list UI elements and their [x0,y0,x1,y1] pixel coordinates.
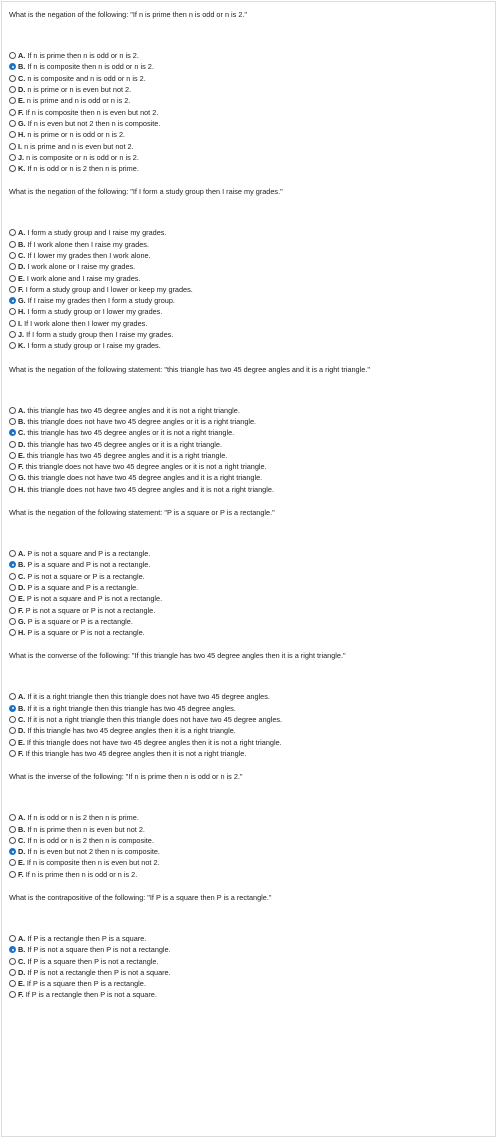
radio-button[interactable] [9,826,16,833]
radio-button[interactable] [9,154,16,161]
answer-option[interactable] [9,306,495,317]
answer-option[interactable] [9,725,495,736]
option-letter: C. [18,956,26,966]
radio-button[interactable] [9,97,16,104]
radio-button[interactable] [9,109,16,116]
answer-options [9,691,495,759]
option-letter: H. [18,484,26,494]
answer-option[interactable] [9,461,495,472]
option-letter: E. [18,450,25,460]
option-letter: G. [18,118,26,128]
radio-button[interactable] [9,286,16,293]
answer-option[interactable] [9,846,495,857]
question-text: What is the inverse of the following: "If n is prime then n is odd or n is 2." [9,772,243,782]
answer-option[interactable] [9,50,495,61]
option-text: If n is composite then n is even but not 2. [26,858,160,868]
radio-button-selected[interactable] [9,297,16,304]
question-block [9,893,495,1001]
radio-button[interactable] [9,727,16,734]
option-text: If n is odd or n is 2 then n is prime. [27,813,139,823]
option-text: If this triangle has two 45 degree angles then it is a right triangle. [27,726,236,736]
option-letter: C. [18,835,26,845]
radio-button[interactable] [9,320,16,327]
answer-option[interactable] [9,484,495,495]
option-text: If P is not a square then P is not a rectangle. [27,945,171,955]
option-text: If n is composite then n is odd or n is 2. [27,62,154,72]
option-text: P is a square and P is not a rectangle. [27,560,151,570]
answer-options [9,548,495,638]
answer-option[interactable] [9,416,495,427]
option-letter: B. [18,945,26,955]
option-letter: A. [18,933,26,943]
question-text: What is the negation of the following statement: "P is a square or P is a rectangle." [9,507,275,517]
option-text: If n is prime then n is odd or n is 2. [27,51,139,61]
answer-option[interactable] [9,933,495,944]
radio-button-selected[interactable] [9,561,16,568]
option-letter: E. [18,858,25,868]
radio-button-selected[interactable] [9,946,16,953]
radio-button[interactable] [9,871,16,878]
option-text: P is not a square and P is a rectangle. [27,549,151,559]
option-text: If it is not a right triangle then this triangle does not have two 45 degree angles. [27,715,283,725]
option-letter: I. [18,141,23,151]
answer-option[interactable] [9,748,495,759]
radio-button[interactable] [9,241,16,248]
answer-option[interactable] [9,84,495,95]
option-text: n is prime and n is odd or n is 2. [26,96,131,106]
option-letter: E. [18,979,25,989]
radio-button[interactable] [9,252,16,259]
option-text: I form a study group and I lower or keep my grades. [25,284,193,294]
radio-button[interactable] [9,584,16,591]
radio-button[interactable] [9,980,16,987]
question-block [9,772,495,880]
option-letter: E. [18,594,25,604]
option-letter: F. [18,869,24,879]
answer-option[interactable] [9,438,495,449]
option-text: If this triangle has two 45 degree angles then it is not a right triangle. [25,748,247,758]
question-text: What is the converse of the following: "If this triangle has two 45 degree angles then it is a right triangle." [9,651,346,661]
option-text: If it is a right triangle then this triangle does not have two 45 degree angles. [27,692,270,702]
question-text: What is the negation of the following statement: "this triangle has two 45 degree angles and it is a right triangle." [9,364,370,374]
option-text: this triangle has two 45 degree angles or it is not a right triangle. [27,428,235,438]
radio-button[interactable] [9,452,16,459]
answer-option[interactable] [9,261,495,272]
option-text: I form a study group or I lower my grades. [27,307,163,317]
option-letter: C. [18,251,26,260]
answer-option[interactable] [9,73,495,84]
answer-option[interactable] [9,295,495,306]
answer-option[interactable] [9,944,495,955]
option-text: P is not a square or P is not a rectangle. [25,605,156,615]
option-text: this triangle does not have two 45 degree angles and it is not a right triangle. [27,484,274,494]
option-letter: F. [18,284,24,294]
answer-option[interactable] [9,989,495,1000]
option-text: If P is a square then P is a rectangle. [26,979,146,989]
option-letter: B. [18,824,26,834]
option-letter: F. [18,990,24,1000]
option-letter: F. [18,748,24,758]
radio-button[interactable] [9,969,16,976]
option-text: n is prime and n is even but not 2. [24,141,134,151]
option-text: If n is prime then n is even but not 2. [27,824,145,834]
option-letter: E. [18,96,25,106]
answer-option[interactable] [9,736,495,747]
radio-button[interactable] [9,693,16,700]
radio-button[interactable] [9,550,16,557]
question-block [9,651,495,759]
radio-button[interactable] [9,814,16,821]
option-letter: H. [18,130,26,140]
option-letter: H. [18,307,26,317]
option-letter: K. [18,164,26,174]
answer-options [9,812,495,880]
answer-option[interactable] [9,272,495,283]
answer-option[interactable] [9,340,495,351]
answer-option[interactable] [9,106,495,117]
option-letter: D. [18,726,26,736]
option-text: I form a study group or I raise my grades. [27,341,161,351]
option-letter: I. [18,318,23,328]
answer-option[interactable] [9,823,495,834]
radio-button[interactable] [9,275,16,282]
option-letter: C. [18,428,26,438]
radio-button-selected[interactable] [9,705,16,712]
answer-option[interactable] [9,559,495,570]
option-letter: A. [18,228,26,238]
answer-option[interactable] [9,129,495,140]
option-text: If I work alone then I raise my grades. [27,239,149,249]
option-letter: G. [18,473,26,483]
question-block [9,365,495,495]
option-text: If n is composite then n is even but not 2. [25,107,159,117]
option-text: n is composite and n is odd or n is 2. [27,73,146,83]
option-text: If n is prime then n is odd or n is 2. [25,869,138,879]
option-letter: F. [18,605,24,615]
answer-option[interactable] [9,627,495,638]
option-text: P is a square or P is not a rectangle. [27,628,145,638]
answer-option[interactable] [9,548,495,559]
option-text: If P is a rectangle then P is not a square. [25,990,157,1000]
radio-button[interactable] [9,837,16,844]
answer-option[interactable] [9,61,495,72]
option-text: I work alone or I raise my grades. [27,262,136,272]
radio-button[interactable] [9,407,16,414]
option-letter: J. [18,330,25,340]
radio-button[interactable] [9,935,16,942]
option-letter: K. [18,341,26,351]
option-text: If I raise my grades then I form a study group. [27,296,175,306]
option-text: n is prime or n is odd or n is 2. [27,130,126,140]
option-text: this triangle does not have two 45 degree angles and it is a right triangle. [27,473,263,483]
question-block [9,508,495,638]
radio-button[interactable] [9,165,16,172]
radio-button-selected[interactable] [9,848,16,855]
option-letter: D. [18,582,26,592]
radio-button[interactable] [9,263,16,270]
option-text: If n is odd or n is 2 then n is composite. [27,835,154,845]
answer-option[interactable] [9,691,495,702]
radio-button[interactable] [9,486,16,493]
option-letter: A. [18,549,26,559]
option-letter: B. [18,239,26,249]
answer-option[interactable] [9,955,495,966]
option-text: P is a square or P is a rectangle. [27,616,133,626]
radio-button[interactable] [9,859,16,866]
option-text: P is a square and P is a rectangle. [27,582,139,592]
option-letter: F. [18,107,24,117]
option-text: this triangle has two 45 degree angles and it is not a right triangle. [27,405,240,415]
radio-button[interactable] [9,131,16,138]
option-letter: J. [18,152,25,162]
option-text: If P is a square then P is not a rectangle. [27,956,159,966]
option-letter: G. [18,296,26,306]
option-letter: C. [18,715,26,725]
radio-button[interactable] [9,331,16,338]
option-text: this triangle has two 45 degree angles and it is a right triangle. [26,450,228,460]
option-letter: B. [18,416,26,426]
option-letter: A. [18,405,26,415]
option-letter: A. [18,813,26,823]
answer-option[interactable] [9,163,495,174]
answer-option[interactable] [9,616,495,627]
answer-option[interactable] [9,714,495,725]
radio-button[interactable] [9,463,16,470]
question-text: What is the contrapositive of the following: "If P is a square then P is a rectangle." [9,892,272,902]
question-text: What is the negation of the following: "If I form a study group then I raise my grades." [9,187,283,197]
radio-button[interactable] [9,573,16,580]
answer-option[interactable] [9,239,495,250]
radio-button[interactable] [9,958,16,965]
radio-button[interactable] [9,52,16,59]
answer-option[interactable] [9,318,495,329]
option-letter: A. [18,51,26,61]
option-text: this triangle does not have two 45 degree angles or it is not a right triangle. [25,462,267,472]
radio-button-selected[interactable] [9,429,16,436]
answer-option[interactable] [9,604,495,615]
radio-button[interactable] [9,86,16,93]
radio-button[interactable] [9,342,16,349]
answer-option[interactable] [9,571,495,582]
radio-button[interactable] [9,229,16,236]
option-text: n is composite or n is odd or n is 2. [26,152,139,162]
answer-option[interactable] [9,450,495,461]
option-text: this triangle does not have two 45 degree angles or it is a right triangle. [27,416,257,426]
option-letter: B. [18,703,26,713]
option-text: If n is even but not 2 then n is composite. [27,118,161,128]
answer-option[interactable] [9,703,495,714]
answer-option[interactable] [9,967,495,978]
radio-button[interactable] [9,418,16,425]
answer-option[interactable] [9,140,495,151]
radio-button[interactable] [9,750,16,757]
option-letter: D. [18,85,26,95]
answer-options [9,50,495,174]
option-letter: D. [18,967,26,977]
option-text: If this triangle does not have two 45 degree angles then it is not a right triangle. [26,737,282,747]
radio-button[interactable] [9,629,16,636]
answer-option[interactable] [9,405,495,416]
answer-option[interactable] [9,284,495,295]
radio-button[interactable] [9,739,16,746]
option-letter: E. [18,737,25,747]
option-text: P is not a square and P is not a rectangle. [26,594,163,604]
option-letter: H. [18,628,26,638]
option-letter: D. [18,847,26,857]
radio-button[interactable] [9,618,16,625]
option-text: If I form a study group then I raise my grades. [26,330,174,340]
answer-option[interactable] [9,857,495,868]
option-letter: B. [18,560,26,570]
question-block [9,187,495,351]
answer-option[interactable] [9,869,495,880]
radio-button[interactable] [9,308,16,315]
option-text: n is prime or n is even but not 2. [27,85,132,95]
option-text: If P is not a rectangle then P is not a square. [27,967,171,977]
answer-option[interactable] [9,582,495,593]
option-text: If I lower my grades then I work alone. [27,251,151,260]
answer-option[interactable] [9,95,495,106]
option-text: If it is a right triangle then this triangle has two 45 degree angles. [27,703,236,713]
option-letter: E. [18,273,25,283]
option-letter: D. [18,439,26,449]
option-text: If I work alone then I lower my grades. [24,318,148,328]
option-letter: G. [18,616,26,626]
radio-button[interactable] [9,716,16,723]
question-text: What is the negation of the following: "If n is prime then n is odd or n is 2." [9,10,247,19]
answer-option[interactable] [9,835,495,846]
option-letter: F. [18,462,24,472]
quiz-page [1,1,496,1137]
option-text: If n is even but not 2 then n is composite. [27,847,160,857]
answer-option[interactable] [9,227,495,238]
radio-button[interactable] [9,595,16,602]
option-letter: A. [18,692,26,702]
option-letter: C. [18,73,26,83]
radio-button[interactable] [9,143,16,150]
radio-button-selected[interactable] [9,63,16,70]
answer-option[interactable] [9,329,495,340]
answer-option[interactable] [9,978,495,989]
option-letter: D. [18,262,26,272]
answer-option[interactable] [9,427,495,438]
answer-option[interactable] [9,152,495,163]
answer-option[interactable] [9,250,495,261]
radio-button[interactable] [9,474,16,481]
radio-button[interactable] [9,75,16,82]
answer-options [9,227,495,351]
option-text: I work alone and I raise my grades. [26,273,141,283]
radio-button[interactable] [9,991,16,998]
option-letter: B. [18,62,26,72]
answer-options [9,405,495,495]
radio-button[interactable] [9,120,16,127]
option-text: P is not a square or P is a rectangle. [27,571,145,581]
option-letter: C. [18,571,26,581]
answer-option[interactable] [9,593,495,604]
option-text: this triangle has two 45 degree angles or it is a right triangle. [27,439,223,449]
radio-button[interactable] [9,441,16,448]
answer-option[interactable] [9,812,495,823]
option-text: If n is odd or n is 2 then n is prime. [27,164,139,174]
answer-option[interactable] [9,118,495,129]
option-text: If P is a rectangle then P is a square. [27,933,147,943]
radio-button[interactable] [9,607,16,614]
answer-option[interactable] [9,472,495,483]
option-text: I form a study group and I raise my grades. [27,228,167,238]
answer-options [9,933,495,1001]
question-block [9,10,495,174]
